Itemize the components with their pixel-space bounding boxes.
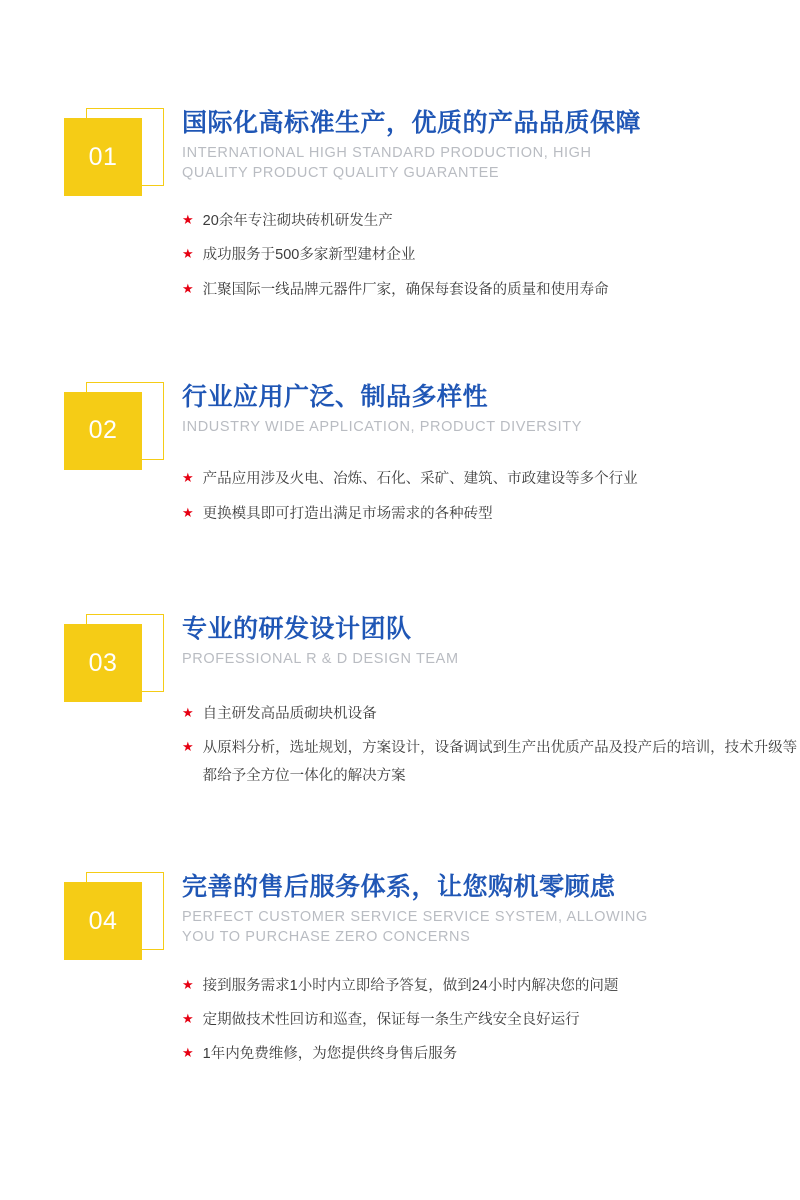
section-title-cn: 国际化高标准生产，优质的产品品质保障: [182, 109, 642, 137]
list-item: [182, 972, 800, 1000]
badge-number-text: 04: [88, 906, 118, 935]
star-icon: ★: [182, 976, 194, 992]
section-bullet-list: [182, 700, 800, 791]
star-icon: ★: [182, 738, 194, 754]
bullet-text: 汇聚国际一线品牌元器件厂家，确保每套设备的质量和使用寿命: [202, 281, 609, 298]
bullet-text: 1年内免费维修，为您提供终身售后服务: [202, 1046, 458, 1063]
feature-section-02: [0, 310, 800, 534]
feature-section-03: [0, 534, 800, 796]
bullet-text: 产品应用涉及火电、冶炼、石化、采矿、建筑、市政建设等多个行业: [202, 471, 638, 488]
badge-number-text: 01: [88, 142, 118, 171]
section-number-badge: [64, 382, 174, 478]
star-icon: ★: [182, 212, 194, 228]
list-item: [182, 207, 800, 235]
section-bullet-list: [182, 972, 800, 1069]
list-item: [182, 465, 800, 493]
bullet-text: 成功服务于500多家新型建材企业: [202, 247, 416, 264]
section-title-en: PROFESSIONAL R & D DESIGN TEAM: [182, 651, 459, 668]
bullet-text: 自主研发高品质砌块机设备: [202, 705, 377, 722]
section-title-en: INDUSTRY WIDE APPLICATION, PRODUCT DIVERSITY: [182, 418, 582, 435]
list-item: [182, 241, 800, 269]
list-item: [182, 276, 800, 304]
section-content: [174, 382, 800, 534]
bullet-text: 接到服务需求1小时内立即给予答复，做到24小时内解决您的问题: [202, 977, 619, 994]
star-icon: ★: [182, 704, 194, 720]
star-icon: ★: [182, 1045, 194, 1061]
star-icon: ★: [182, 246, 194, 262]
star-icon: ★: [182, 470, 194, 486]
feature-section-04: [0, 796, 800, 1074]
section-number-badge: [64, 108, 174, 204]
list-item: [182, 500, 800, 528]
star-icon: ★: [182, 1010, 194, 1026]
bullet-text: 20余年专注砌块砖机研发生产: [202, 213, 393, 230]
badge-number-text: 02: [88, 416, 118, 445]
star-icon: ★: [182, 280, 194, 296]
badge-number-text: 03: [88, 648, 118, 677]
section-title-cn: 专业的研发设计团队: [182, 615, 412, 644]
section-bullet-list: [182, 465, 800, 528]
section-title-en: INTERNATIONAL HIGH STANDARD PRODUCTION, HIGH QUALITY PRODUCT QUALITY GUARANTEE: [182, 145, 592, 181]
section-title-cn: 行业应用广泛、制品多样性: [182, 382, 489, 411]
section-content: [174, 872, 800, 1074]
list-item: [182, 734, 800, 791]
star-icon: ★: [182, 504, 194, 520]
section-bullet-list: [182, 207, 800, 304]
bullet-text: 从原料分析，选址规划，方案设计，设备调试到生产出优质产品及投产后的培训，技术升级等都给予全方位一体化的解决方案: [202, 739, 798, 785]
list-item: [182, 700, 800, 728]
bullet-text: 定期做技术性回访和巡查，保证每一条生产线安全良好运行: [202, 1011, 580, 1028]
section-number-badge: [64, 614, 174, 710]
section-content: [174, 614, 800, 796]
section-title-cn: 完善的售后服务体系，让您购机零顾虑: [182, 873, 616, 902]
section-content: [174, 108, 800, 310]
bullet-text: 更换模具即可打造出满足市场需求的各种砖型: [202, 505, 493, 522]
list-item: [182, 1006, 800, 1034]
feature-section-01: [0, 0, 800, 310]
section-number-badge: [64, 872, 174, 968]
list-item: [182, 1040, 800, 1068]
section-title-en: PERFECT CUSTOMER SERVICE SERVICE SYSTEM, ALLOWING YOU TO PURCHASE ZERO CONCERNS: [182, 909, 648, 945]
